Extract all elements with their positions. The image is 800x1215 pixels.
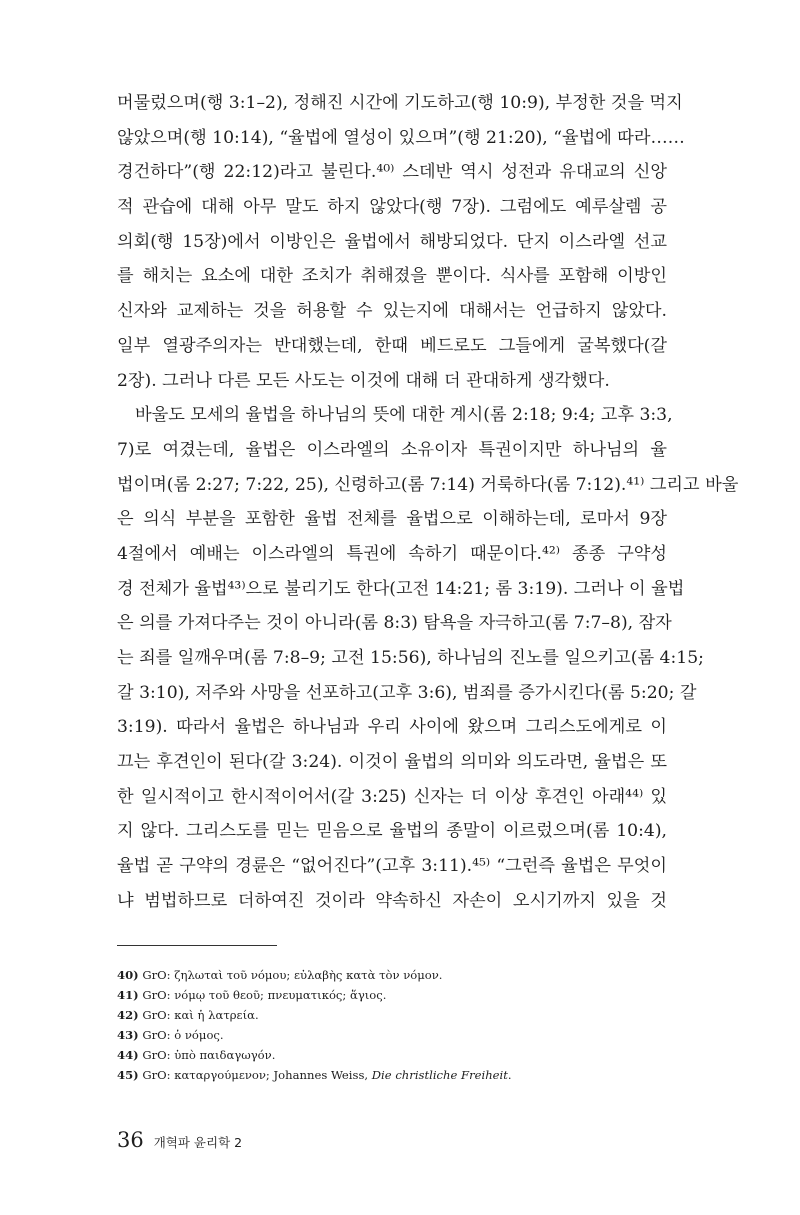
body-line: 적 관습에 대해 아무 말도 하지 않았다(행 7장). 그럼에도 예루살렘 공 — [117, 197, 667, 218]
footnote — [117, 1025, 677, 1045]
footnote-text: GrO: καὶ ἡ λατρεία. — [142, 1008, 259, 1022]
body-line: 는 죄를 일깨우며(롬 7:8–9; 고전 15:56), 하나님의 진노를 일으키고(롬 4:15; — [117, 648, 704, 668]
body-line: 4절에서 예배는 이스라엘의 특권에 속하기 때문이다.⁴²⁾ 종종 구약성 — [117, 543, 667, 564]
footnote-number: 42) — [117, 1008, 139, 1022]
footnote — [117, 965, 677, 985]
footnote-text: GrO: νόμῳ τοῦ θεοῦ; πνευματικός; ἅγιος. — [142, 988, 387, 1002]
body-line: 지 않다. 그리스도를 믿는 믿음으로 율법의 종말이 이르렀으며(롬 10:4), — [117, 821, 667, 842]
footnote — [117, 1005, 677, 1025]
body-line: 갈 3:10), 저주와 사망을 선포하고(고후 3:6), 범죄를 증가시킨다(롬 5:20; 갈 — [117, 682, 697, 703]
footnote-text: GrO: καταργούμενον; Johannes Weiss, — [142, 1068, 372, 1082]
body-line: 냐 범법하므로 더하여진 것이라 약속하신 자손이 오시기까지 있을 것 — [117, 890, 667, 911]
body-line: 경건하다”(행 22:12)라고 불린다.⁴⁰⁾ 스데반 역시 성전과 유대교의 신앙 — [117, 162, 667, 183]
body-line: 머물렀으며(행 3:1–2), 정해진 시간에 기도하고(행 10:9), 부정한 것을 먹지 — [117, 93, 683, 113]
body-line: 율법 곧 구약의 경륜은 “없어진다”(고후 3:11).⁴⁵⁾ “그런즉 율법은 무엇이 — [117, 856, 667, 877]
footnote — [117, 1065, 677, 1085]
body-line: 3:19). 따라서 율법은 하나님과 우리 사이에 왔으며 그리스도에게로 이 — [117, 717, 667, 738]
body-line: 경 전체가 율법⁴³⁾으로 불리기도 한다(고전 14:21; 롬 3:19). 그러나 이 율법 — [117, 578, 685, 599]
footnote-divider — [117, 945, 277, 946]
body-line: 바울도 모세의 율법을 하나님의 뜻에 대한 계시(롬 2:18; 9:4; 고후 3:3, — [135, 405, 673, 426]
page-number: 36 — [117, 1128, 144, 1152]
body-line: 7)로 여겼는데, 율법은 이스라엘의 소유이자 특권이지만 하나님의 율 — [117, 439, 667, 460]
body-line: 않았으며(행 10:14), “율법에 열성이 있으며”(행 21:20), “율법에 따라…… — [117, 127, 685, 148]
body-line: 은 의식 부분을 포함한 율법 전체를 율법으로 이해하는데, 로마서 9장 — [117, 509, 667, 530]
body-line: 한 일시적이고 한시적이어서(갈 3:25) 신자는 더 이상 후견인 아래⁴⁴⁾ 있 — [117, 786, 667, 807]
body-line: 끄는 후견인이 된다(갈 3:24). 이것이 율법의 의미와 의도라면, 율법은 또 — [117, 752, 667, 773]
footnote — [117, 1045, 677, 1065]
page-footer — [117, 1128, 242, 1158]
body-line: 신자와 교제하는 것을 허용할 수 있는지에 대해서는 언급하지 않았다. — [117, 301, 667, 322]
footnote — [117, 985, 677, 1005]
footnote-italic-title: Die christliche Freiheit — [371, 1068, 508, 1082]
footnote-number: 44) — [117, 1048, 139, 1062]
footnote-number: 41) — [117, 988, 139, 1002]
footnote-tail: . — [507, 1068, 512, 1082]
body-line: 일부 열광주의자는 반대했는데, 한때 베드로도 그들에게 굴복했다(갈 — [117, 335, 667, 356]
body-line: 법이며(롬 2:27; 7:22, 25), 신령하고(롬 7:14) 거룩하다(롬 7:12).⁴¹⁾ 그리고 바울 — [117, 474, 739, 495]
body-line: 은 의를 가져다주는 것이 아니라(롬 8:3) 탐욕을 자극하고(롬 7:7–8), 잠자 — [117, 613, 672, 634]
footnote-text: GrO: ζηλωταὶ τοῦ νόμου; εὐλαβὴς κατὰ τὸν νόμον. — [142, 968, 443, 982]
footnotes — [117, 965, 677, 1085]
footnote-number: 45) — [117, 1068, 139, 1082]
footnote-text: GrO: ὑπὸ παιδαγωγόν. — [142, 1048, 276, 1062]
footnote-text: GrO: ὁ νόμος. — [142, 1028, 224, 1042]
body-line: 를 해치는 요소에 대한 조치가 취해졌을 뿐이다. 식사를 포함해 이방인 — [117, 266, 667, 287]
footnote-number: 43) — [117, 1028, 139, 1042]
body-text — [117, 86, 739, 919]
body-line: 의회(행 15장)에서 이방인은 율법에서 해방되었다. 단지 이스라엘 선교 — [117, 231, 667, 252]
running-title: 개혁파 윤리학 2 — [153, 1135, 243, 1150]
body-line: 2장). 그러나 다른 모든 사도는 이것에 대해 더 관대하게 생각했다. — [117, 370, 610, 391]
footnote-number: 40) — [117, 968, 139, 982]
